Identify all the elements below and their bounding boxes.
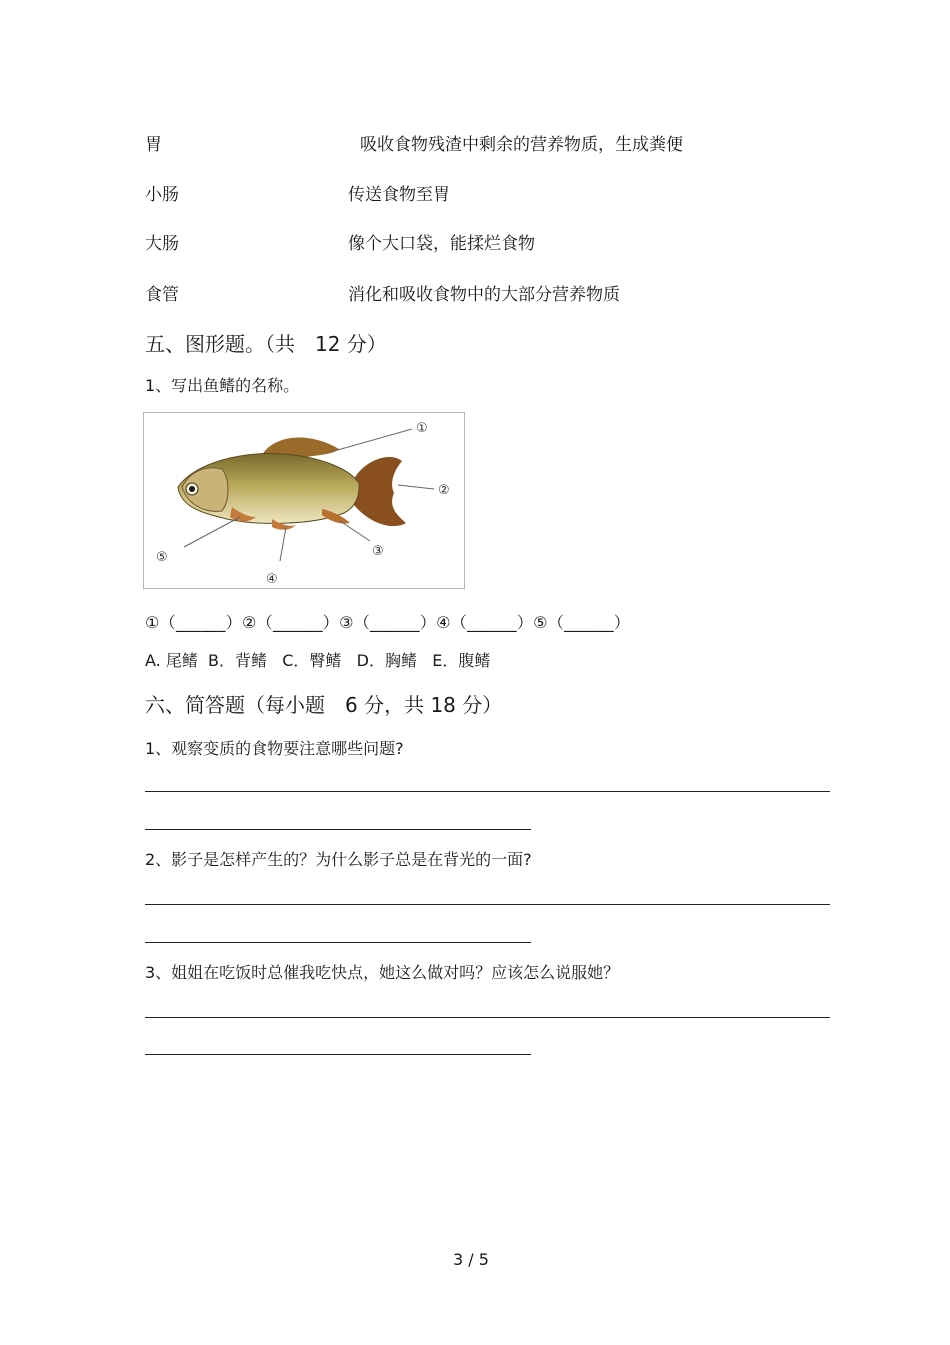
organ-label: 小肠: [145, 185, 179, 205]
question-text: 3、姐姐在吃饭时总催我吃快点，她这么做对吗？应该怎么说服她？: [145, 963, 620, 982]
fin-options: A. 尾鳍 B．背鳍 C．臀鳍 D．胸鳍 E．腹鳍: [145, 651, 491, 670]
answer-line[interactable]: [145, 829, 531, 830]
function-label: 消化和吸收食物中的大部分营养物质: [348, 285, 620, 305]
answer-blanks[interactable]: ①（______）②（______）③（______）④（______）⑤（______）: [145, 613, 631, 632]
section-heading: 六、简答题（每小题 6 分，共 18 分）: [145, 693, 503, 717]
function-label: 像个大口袋，能揉烂食物: [348, 234, 535, 254]
fish-figure: [143, 412, 465, 589]
organ-label: 胃: [145, 135, 162, 155]
answer-line[interactable]: [145, 942, 531, 943]
fin-label: ⑤: [156, 550, 168, 565]
answer-line[interactable]: [145, 1017, 830, 1018]
organ-label: 大肠: [145, 234, 179, 254]
fin-label: ④: [266, 572, 278, 587]
answer-line[interactable]: [145, 791, 830, 792]
fin-label: ①: [416, 421, 428, 436]
question-text: 1、观察变质的食物要注意哪些问题?: [145, 739, 404, 758]
section-heading: 五、图形题。（共 12 分）: [145, 332, 387, 356]
answer-line[interactable]: [145, 904, 830, 905]
function-label: 吸收食物残渣中剩余的营养物质，生成粪便: [360, 135, 683, 155]
answer-line[interactable]: [145, 1054, 531, 1055]
page-number: 3 / 5: [453, 1250, 489, 1269]
fin-label: ②: [438, 483, 450, 498]
question-text: 1、写出鱼鳍的名称。: [145, 376, 300, 395]
question-text: 2、影子是怎样产生的？为什么影子总是在背光的一面?: [145, 850, 532, 869]
organ-label: 食管: [145, 285, 179, 305]
fish-illustration: [144, 413, 464, 588]
fin-label: ③: [372, 544, 384, 559]
function-label: 传送食物至胃: [348, 185, 450, 205]
